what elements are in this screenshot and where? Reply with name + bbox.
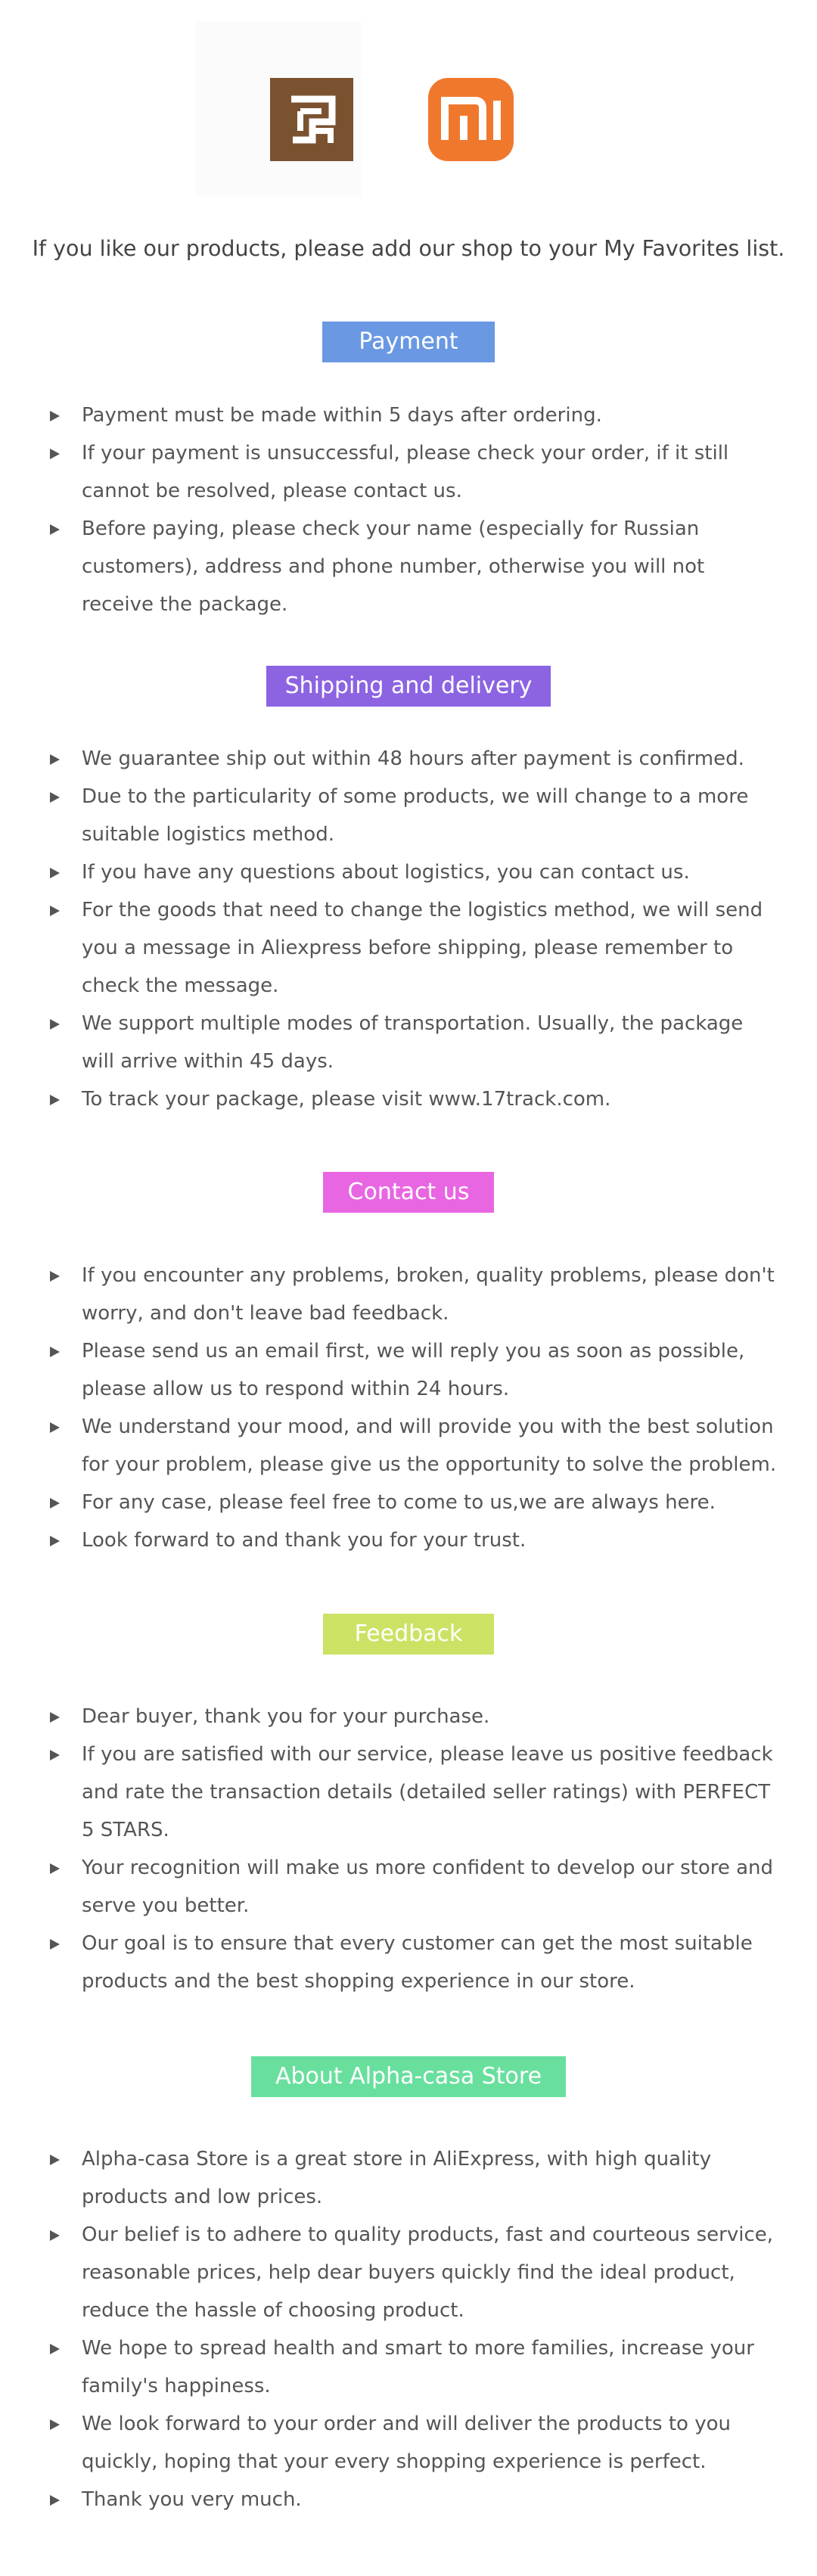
list-item: We guarantee ship out within 48 hours after payment is confirmed. [0, 740, 817, 778]
triangle-bullet-icon [50, 1019, 60, 1030]
triangle-bullet-icon [50, 2419, 60, 2430]
section-title-text: Shipping and delivery [284, 673, 533, 699]
triangle-bullet-icon [50, 1271, 60, 1282]
section-title-contact [323, 1172, 494, 1213]
triangle-bullet-icon [50, 2495, 60, 2506]
triangle-bullet-icon [50, 1750, 60, 1760]
section-title-about [251, 2056, 566, 2097]
list-item: Our goal is to ensure that every customer can get the most suitable products and the best shopping experience in our store. [0, 1925, 817, 2000]
list-item: We hope to spread health and smart to more families, increase your family's happiness. [0, 2329, 817, 2405]
triangle-bullet-icon [50, 1536, 60, 1546]
triangle-bullet-icon [50, 1347, 60, 1357]
triangle-bullet-icon [50, 2155, 60, 2165]
list-item: If you have any questions about logistics, you can contact us. [0, 853, 817, 891]
brand-logo-brown [270, 78, 353, 161]
triangle-bullet-icon [50, 2344, 60, 2354]
list-item: If you encounter any problems, broken, quality problems, please don't worry, and don't leave bad feedback. [0, 1257, 817, 1332]
list-item: Due to the particularity of some products, we will change to a more suitable logistics method. [0, 778, 817, 853]
triangle-bullet-icon [50, 1422, 60, 1433]
list-item: Your recognition will make us more confident to develop our store and serve you better. [0, 1849, 817, 1925]
list-item: For any case, please feel free to come to us,we are always here. [0, 1484, 817, 1521]
about-list [0, 2140, 817, 2519]
triangle-bullet-icon [50, 411, 60, 421]
intro-text: If you like our products, please add our shop to your My Favorites list. [32, 236, 785, 261]
list-item: Payment must be made within 5 days after ordering. [0, 396, 817, 434]
triangle-bullet-icon [50, 1863, 60, 1874]
list-item: We support multiple modes of transportation. Usually, the package will arrive within 45 days. [0, 1005, 817, 1080]
xiaomi-logo [428, 78, 514, 161]
section-title-text: Contact us [347, 1179, 470, 1205]
section-title-payment [322, 322, 495, 362]
list-item: Alpha-casa Store is a great store in AliExpress, with high quality products and low prices. [0, 2140, 817, 2216]
section-title-text: About Alpha-casa Store [275, 2063, 542, 2090]
list-item: Before paying, please check your name (especially for Russian customers), address and phone number, otherwise you will not receive the package. [0, 510, 817, 623]
triangle-bullet-icon [50, 792, 60, 803]
list-item: We understand your mood, and will provide you with the best solution for your problem, please give us the opportunity to solve the problem. [0, 1408, 817, 1484]
list-item: If you are satisfied with our service, please leave us positive feedback and rate the transaction details (detailed seller ratings) with PERFECT 5 STARS. [0, 1735, 817, 1849]
section-title-text: Payment [359, 328, 458, 355]
list-item: Please send us an email first, we will reply you as soon as possible, please allow us to respond within 24 hours. [0, 1332, 817, 1408]
triangle-bullet-icon [50, 754, 60, 765]
triangle-bullet-icon [50, 2230, 60, 2241]
list-item: Our belief is to adhere to quality products, fast and courteous service, reasonable prices, help dear buyers quickly find the ideal product, reduce the hassle of choosing product. [0, 2216, 817, 2329]
payment-list [0, 396, 817, 623]
list-item: Thank you very much. [0, 2481, 817, 2519]
feedback-list [0, 1698, 817, 2000]
list-item: To track your package, please visit www.17track.com. [0, 1080, 817, 1118]
section-title-text: Feedback [354, 1620, 463, 1647]
triangle-bullet-icon [50, 1498, 60, 1509]
list-item: Look forward to and thank you for your trust. [0, 1521, 817, 1559]
section-title-shipping [266, 666, 551, 707]
triangle-bullet-icon [50, 1712, 60, 1723]
triangle-bullet-icon [50, 906, 60, 916]
triangle-bullet-icon [50, 868, 60, 878]
list-item: If your payment is unsuccessful, please check your order, if it still cannot be resolved, please contact us. [0, 434, 817, 510]
contact-list [0, 1257, 817, 1559]
list-item: Dear buyer, thank you for your purchase. [0, 1698, 817, 1735]
shipping-list [0, 740, 817, 1118]
triangle-bullet-icon [50, 1095, 60, 1105]
section-title-feedback [323, 1614, 494, 1655]
triangle-bullet-icon [50, 524, 60, 535]
triangle-bullet-icon [50, 1939, 60, 1950]
list-item: For the goods that need to change the logistics method, we will send you a message in Aliexpress before shipping, please remember to check the message. [0, 891, 817, 1005]
triangle-bullet-icon [50, 449, 60, 459]
list-item: We look forward to your order and will deliver the products to you quickly, hoping that your every shopping experience is perfect. [0, 2405, 817, 2481]
